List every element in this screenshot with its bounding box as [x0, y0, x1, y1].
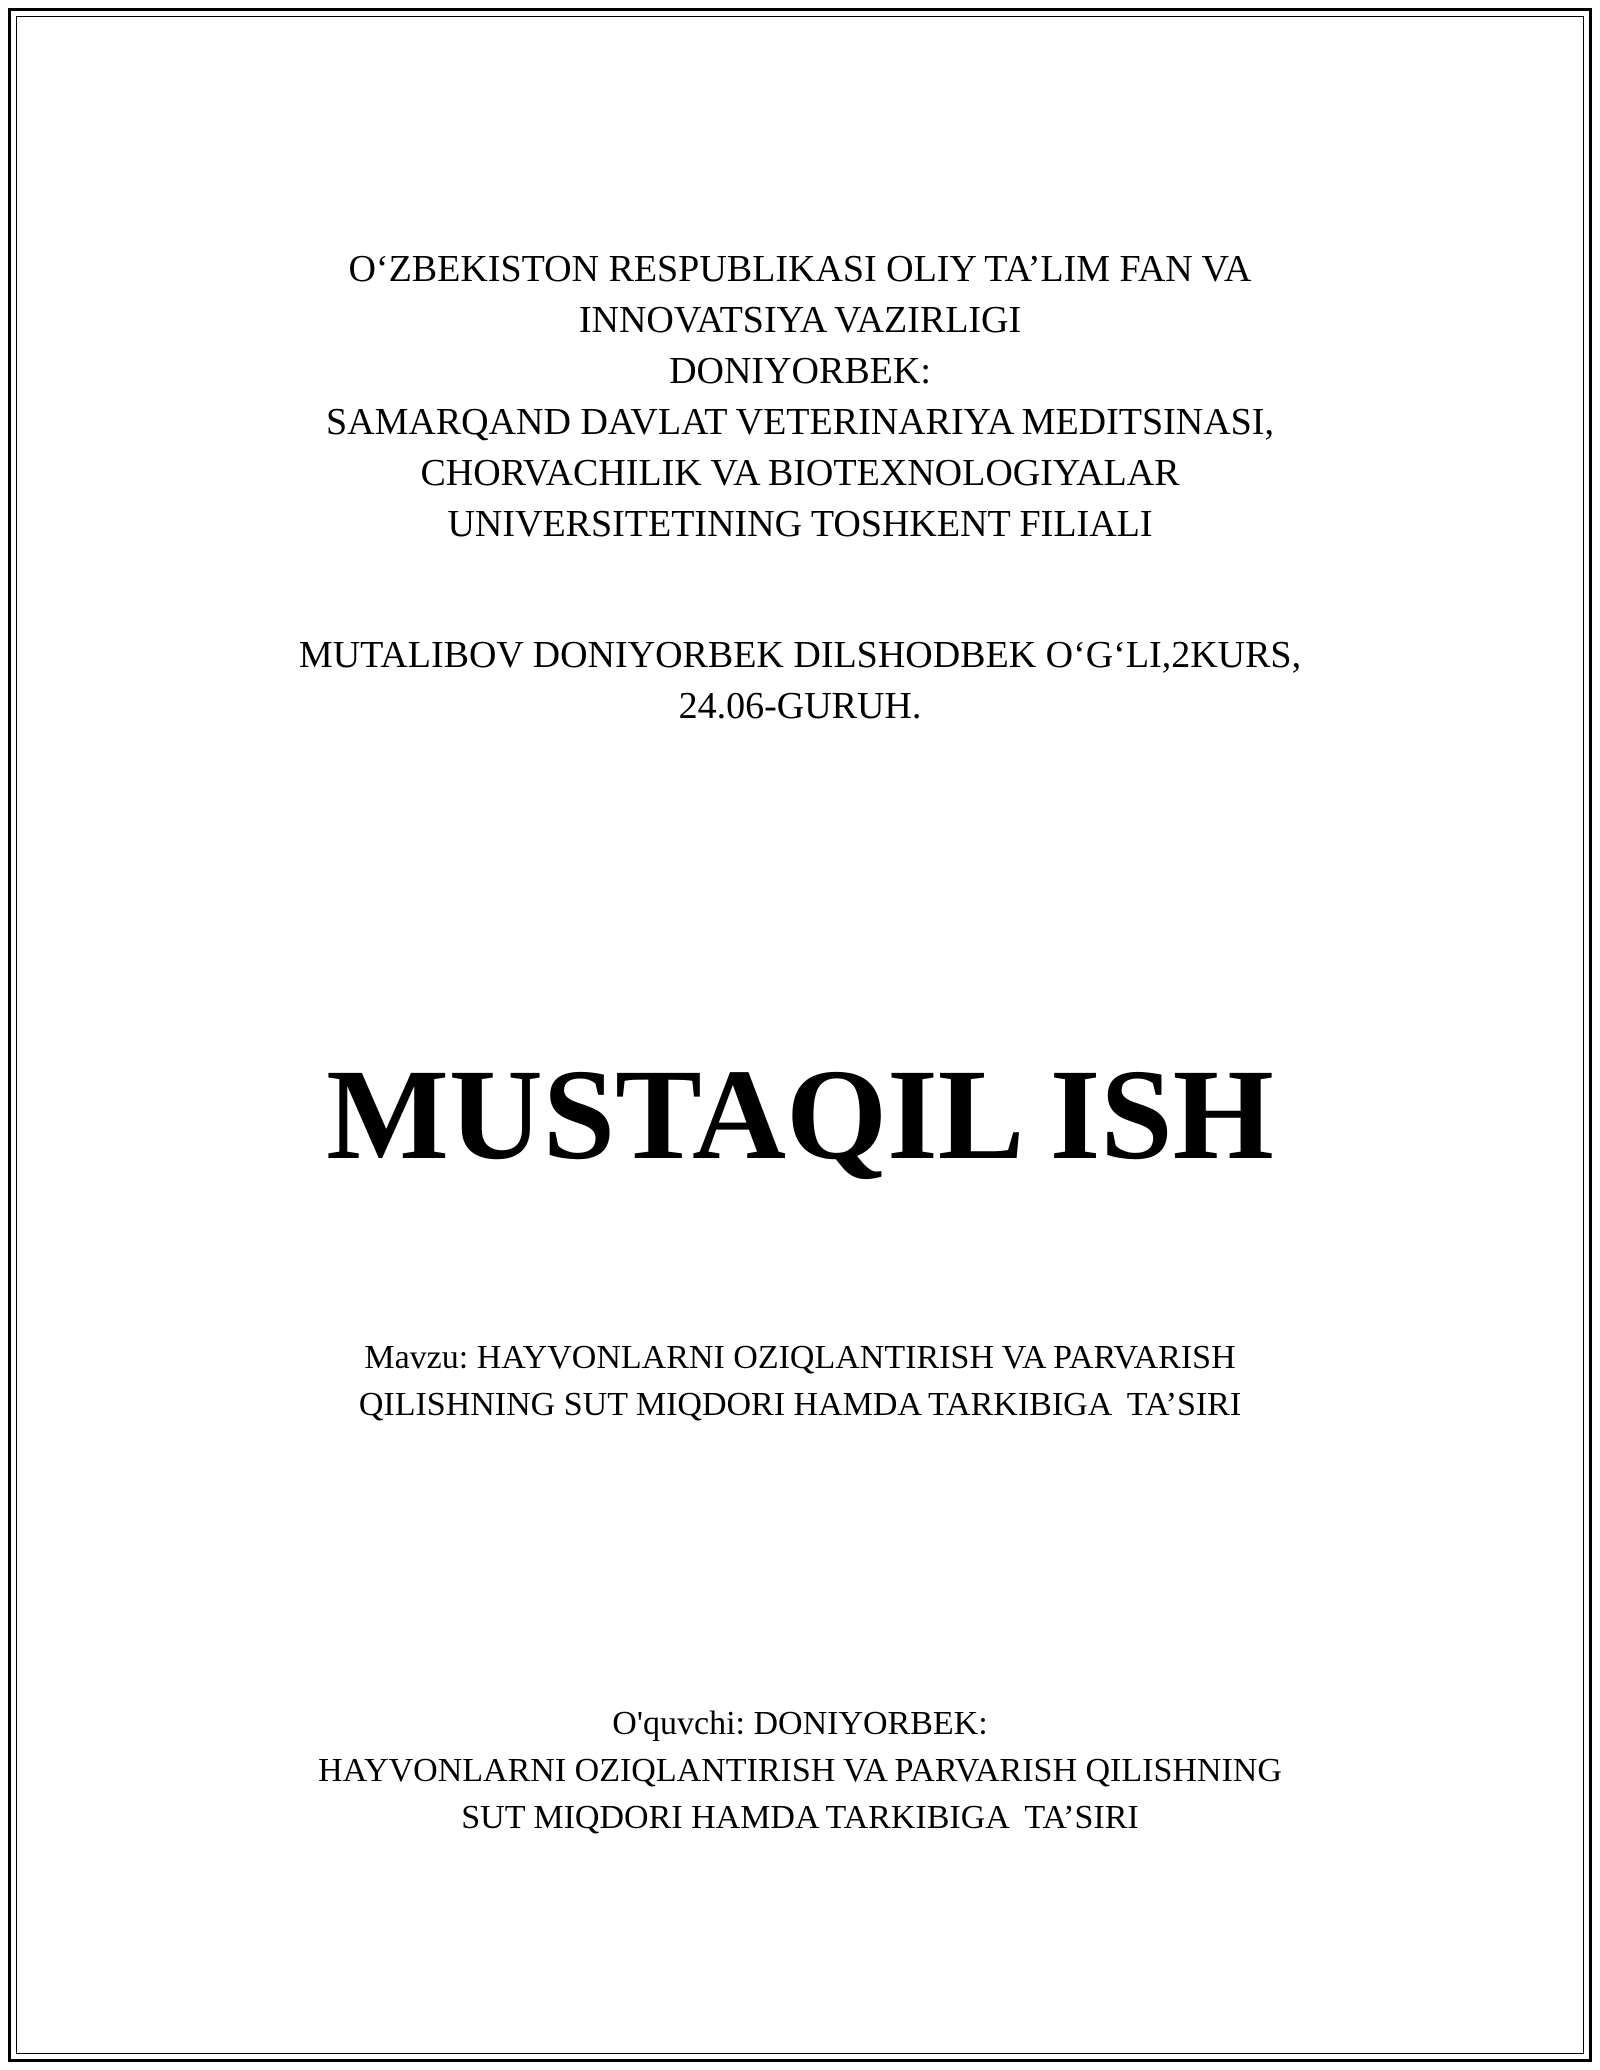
pupil-line: SUT MIQDORI HAMDA TARKIBIGA TA’SIRI [461, 1799, 1139, 1836]
pupil-section [0, 1700, 1600, 1841]
header-line: SAMARQAND DAVLAT VETERINARIYA MEDITSINASI, [326, 401, 1274, 443]
topic-line: QILISHNING SUT MIQDORI HAMDA TARKIBIGA TA’SIRI [358, 1386, 1242, 1423]
document-title: MUSTAQIL ISH [326, 1043, 1274, 1187]
pupil-line: O'quvchi: DONIYORBEK: [612, 1705, 988, 1742]
header-line: CHORVACHILIK VA BIOTEXNOLOGIYALAR [420, 452, 1180, 494]
topic-line: Mavzu: HAYVONLARNI OZIQLANTIRISH VA PARVARISH [364, 1339, 1236, 1376]
student-group-line: 24.06-GURUH. [678, 685, 922, 727]
header-line: O‘ZBEKISTON RESPUBLIKASI OLIY TA’LIM FAN VA [348, 248, 1252, 290]
ministry-university-header [0, 244, 1600, 550]
topic-section [0, 1334, 1600, 1428]
header-line: INNOVATSIYA VAZIRLIGI [578, 299, 1022, 341]
header-line: DONIYORBEK: [669, 350, 931, 392]
student-name-line: MUTALIBOV DONIYORBEK DILSHODBEK O‘G‘LI,2KURS, [298, 634, 1302, 676]
student-info [0, 630, 1600, 732]
header-line: UNIVERSITETINING TOSHKENT FILIALI [447, 503, 1153, 545]
pupil-line: HAYVONLARNI OZIQLANTIRISH VA PARVARISH QILISHNING [318, 1752, 1282, 1789]
